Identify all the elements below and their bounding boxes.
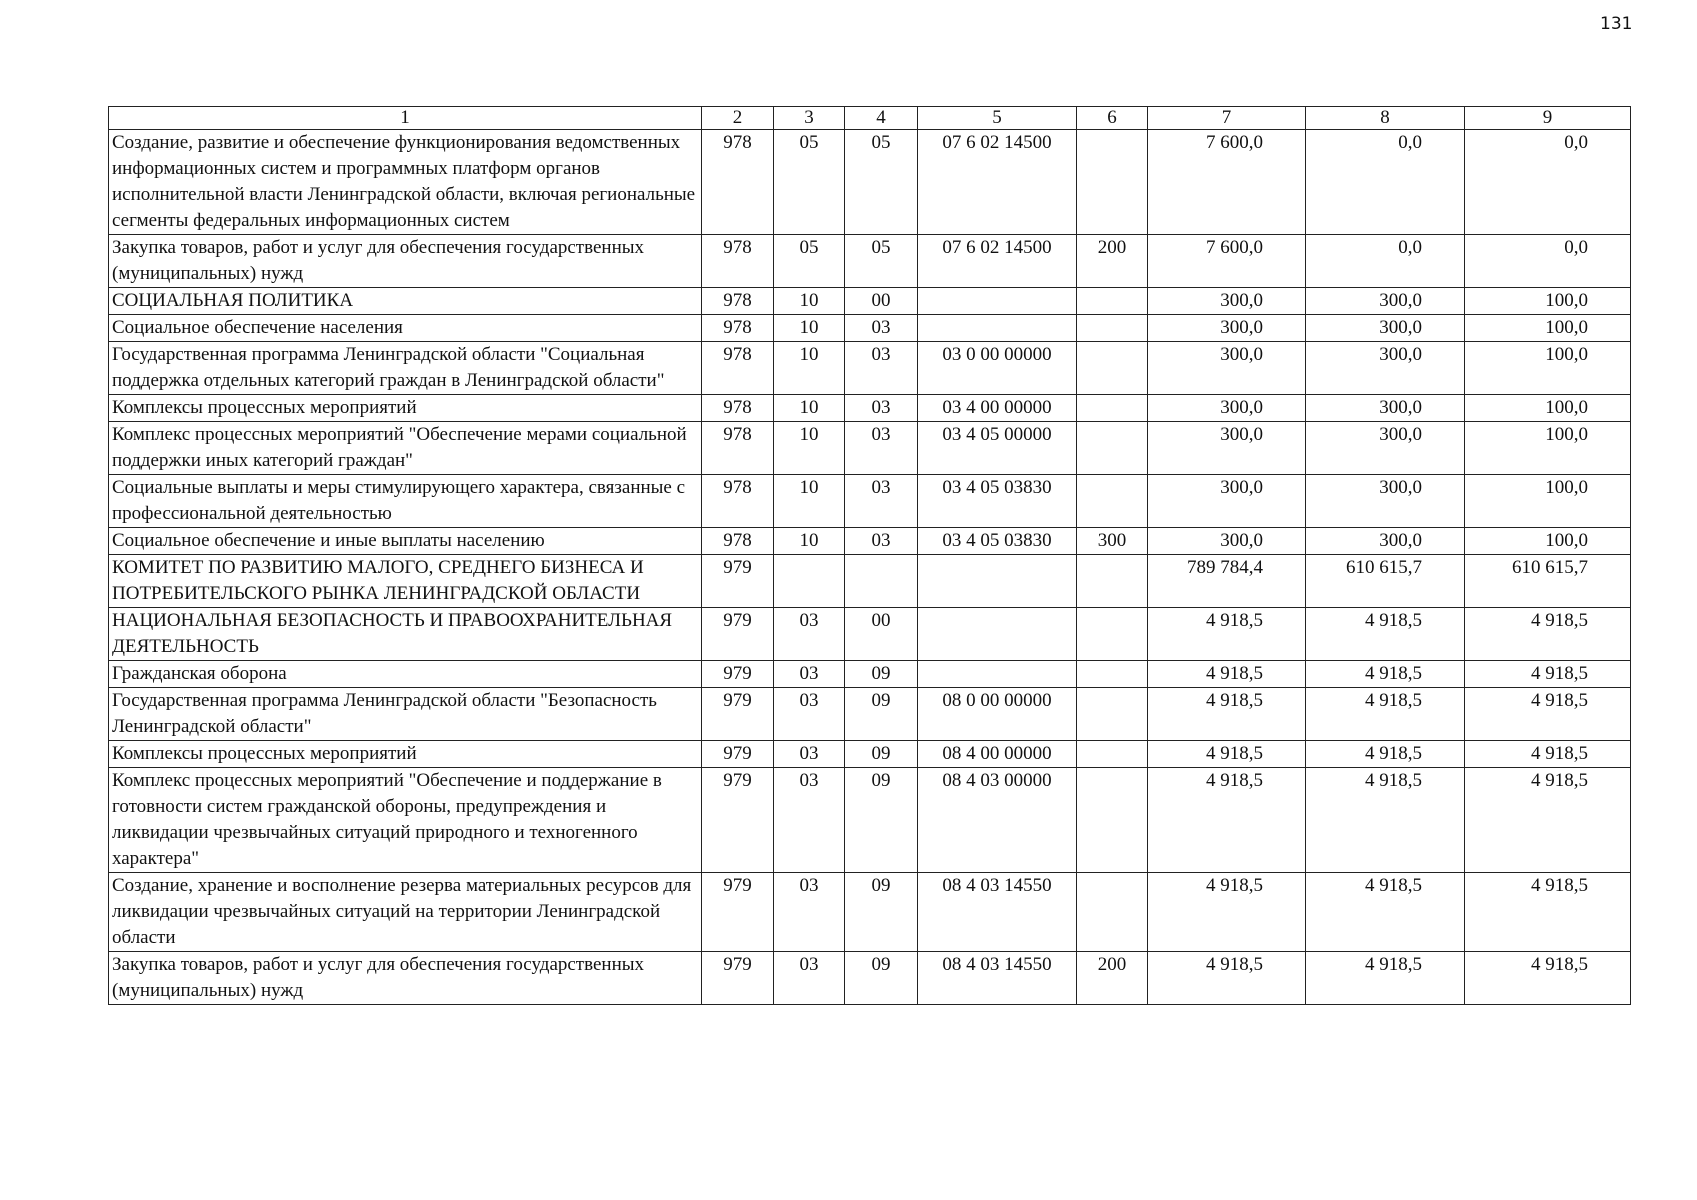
column-8-cell: 300,0 xyxy=(1306,475,1465,528)
column-header: 6 xyxy=(1077,107,1148,130)
column-6-cell xyxy=(1077,342,1148,395)
column-9-cell: 100,0 xyxy=(1465,422,1631,475)
column-header: 9 xyxy=(1465,107,1631,130)
column-7-cell: 4 918,5 xyxy=(1148,688,1306,741)
column-3-cell: 03 xyxy=(774,873,845,952)
column-7-cell: 4 918,5 xyxy=(1148,661,1306,688)
column-8-cell: 300,0 xyxy=(1306,315,1465,342)
column-9-cell: 4 918,5 xyxy=(1465,741,1631,768)
column-2-cell: 978 xyxy=(702,315,774,342)
column-4-cell: 03 xyxy=(845,395,918,422)
column-9-cell: 4 918,5 xyxy=(1465,608,1631,661)
table-row xyxy=(109,288,1631,315)
column-6-cell xyxy=(1077,130,1148,235)
column-7-cell: 300,0 xyxy=(1148,315,1306,342)
table-row xyxy=(109,608,1631,661)
column-9-cell: 610 615,7 xyxy=(1465,555,1631,608)
column-5-cell: 08 0 00 00000 xyxy=(918,688,1077,741)
column-7-cell: 4 918,5 xyxy=(1148,768,1306,873)
column-7-cell: 4 918,5 xyxy=(1148,741,1306,768)
column-2-cell: 979 xyxy=(702,661,774,688)
column-8-cell: 4 918,5 xyxy=(1306,873,1465,952)
table-row xyxy=(109,873,1631,952)
column-header: 5 xyxy=(918,107,1077,130)
column-5-cell: 08 4 03 14550 xyxy=(918,952,1077,1005)
column-9-cell: 100,0 xyxy=(1465,288,1631,315)
table-row xyxy=(109,768,1631,873)
column-3-cell: 10 xyxy=(774,528,845,555)
column-7-cell: 300,0 xyxy=(1148,422,1306,475)
column-8-cell: 0,0 xyxy=(1306,130,1465,235)
column-6-cell: 300 xyxy=(1077,528,1148,555)
item-name-cell: Комплекс процессных мероприятий "Обеспечение мерами социальной поддержки иных категорий граждан" xyxy=(109,422,702,475)
header-row xyxy=(109,107,1631,130)
column-6-cell xyxy=(1077,688,1148,741)
column-6-cell xyxy=(1077,555,1148,608)
table-row xyxy=(109,741,1631,768)
column-4-cell: 09 xyxy=(845,741,918,768)
column-9-cell: 4 918,5 xyxy=(1465,768,1631,873)
item-name-cell: Гражданская оборона xyxy=(109,661,702,688)
column-header: 7 xyxy=(1148,107,1306,130)
item-name-cell: Закупка товаров, работ и услуг для обеспечения государственных (муниципальных) нужд xyxy=(109,952,702,1005)
column-2-cell: 978 xyxy=(702,422,774,475)
column-6-cell xyxy=(1077,288,1148,315)
column-2-cell: 979 xyxy=(702,952,774,1005)
column-2-cell: 979 xyxy=(702,873,774,952)
column-9-cell: 100,0 xyxy=(1465,528,1631,555)
item-name-cell: НАЦИОНАЛЬНАЯ БЕЗОПАСНОСТЬ И ПРАВООХРАНИТЕЛЬНАЯ ДЕЯТЕЛЬНОСТЬ xyxy=(109,608,702,661)
column-4-cell: 09 xyxy=(845,661,918,688)
table-row xyxy=(109,130,1631,235)
column-4-cell: 09 xyxy=(845,952,918,1005)
column-3-cell: 10 xyxy=(774,395,845,422)
column-2-cell: 978 xyxy=(702,130,774,235)
table-row xyxy=(109,395,1631,422)
column-header: 4 xyxy=(845,107,918,130)
column-8-cell: 300,0 xyxy=(1306,342,1465,395)
column-8-cell: 4 918,5 xyxy=(1306,741,1465,768)
column-6-cell xyxy=(1077,315,1148,342)
column-2-cell: 978 xyxy=(702,288,774,315)
column-3-cell: 03 xyxy=(774,741,845,768)
column-7-cell: 4 918,5 xyxy=(1148,952,1306,1005)
table-row xyxy=(109,342,1631,395)
column-3-cell: 10 xyxy=(774,288,845,315)
column-3-cell: 10 xyxy=(774,475,845,528)
column-4-cell: 05 xyxy=(845,130,918,235)
item-name-cell: Социальные выплаты и меры стимулирующего характера, связанные с профессиональной деятельностью xyxy=(109,475,702,528)
item-name-cell: Закупка товаров, работ и услуг для обеспечения государственных (муниципальных) нужд xyxy=(109,235,702,288)
table-row xyxy=(109,475,1631,528)
item-name-cell: Социальное обеспечение и иные выплаты населению xyxy=(109,528,702,555)
item-name-cell: КОМИТЕТ ПО РАЗВИТИЮ МАЛОГО, СРЕДНЕГО БИЗНЕСА И ПОТРЕБИТЕЛЬСКОГО РЫНКА ЛЕНИНГРАДСКОЙ ОБЛАСТИ xyxy=(109,555,702,608)
column-5-cell: 08 4 03 14550 xyxy=(918,873,1077,952)
column-8-cell: 300,0 xyxy=(1306,528,1465,555)
column-6-cell xyxy=(1077,661,1148,688)
column-5-cell xyxy=(918,661,1077,688)
item-name-cell: Государственная программа Ленинградской области "Социальная поддержка отдельных категорий граждан в Ленинградской области" xyxy=(109,342,702,395)
column-3-cell: 03 xyxy=(774,952,845,1005)
column-4-cell: 05 xyxy=(845,235,918,288)
column-5-cell: 03 0 00 00000 xyxy=(918,342,1077,395)
column-7-cell: 300,0 xyxy=(1148,528,1306,555)
column-8-cell: 4 918,5 xyxy=(1306,688,1465,741)
column-8-cell: 4 918,5 xyxy=(1306,952,1465,1005)
column-5-cell: 03 4 05 03830 xyxy=(918,528,1077,555)
item-name-cell: Государственная программа Ленинградской области "Безопасность Ленинградской области" xyxy=(109,688,702,741)
column-8-cell: 300,0 xyxy=(1306,288,1465,315)
item-name-cell: Социальное обеспечение населения xyxy=(109,315,702,342)
column-7-cell: 7 600,0 xyxy=(1148,130,1306,235)
column-6-cell: 200 xyxy=(1077,235,1148,288)
column-9-cell: 4 918,5 xyxy=(1465,873,1631,952)
column-9-cell: 100,0 xyxy=(1465,395,1631,422)
column-6-cell xyxy=(1077,395,1148,422)
column-3-cell: 05 xyxy=(774,235,845,288)
column-4-cell: 03 xyxy=(845,342,918,395)
column-9-cell: 100,0 xyxy=(1465,315,1631,342)
column-5-cell: 07 6 02 14500 xyxy=(918,130,1077,235)
column-5-cell: 03 4 05 03830 xyxy=(918,475,1077,528)
budget-table xyxy=(108,106,1631,1005)
column-2-cell: 979 xyxy=(702,768,774,873)
table-row xyxy=(109,661,1631,688)
item-name-cell: Комплексы процессных мероприятий xyxy=(109,395,702,422)
column-4-cell: 00 xyxy=(845,608,918,661)
column-header: 1 xyxy=(109,107,702,130)
column-2-cell: 979 xyxy=(702,608,774,661)
column-6-cell xyxy=(1077,741,1148,768)
table-row xyxy=(109,315,1631,342)
column-5-cell: 08 4 03 00000 xyxy=(918,768,1077,873)
column-5-cell xyxy=(918,555,1077,608)
column-6-cell: 200 xyxy=(1077,952,1148,1005)
column-9-cell: 4 918,5 xyxy=(1465,661,1631,688)
column-7-cell: 4 918,5 xyxy=(1148,873,1306,952)
column-9-cell: 4 918,5 xyxy=(1465,952,1631,1005)
column-2-cell: 978 xyxy=(702,395,774,422)
column-4-cell: 00 xyxy=(845,288,918,315)
column-2-cell: 978 xyxy=(702,475,774,528)
column-7-cell: 4 918,5 xyxy=(1148,608,1306,661)
table-row xyxy=(109,235,1631,288)
column-6-cell xyxy=(1077,608,1148,661)
column-9-cell: 4 918,5 xyxy=(1465,688,1631,741)
column-4-cell xyxy=(845,555,918,608)
column-8-cell: 4 918,5 xyxy=(1306,608,1465,661)
column-3-cell xyxy=(774,555,845,608)
column-5-cell: 08 4 00 00000 xyxy=(918,741,1077,768)
column-2-cell: 978 xyxy=(702,528,774,555)
column-header: 2 xyxy=(702,107,774,130)
column-6-cell xyxy=(1077,768,1148,873)
item-name-cell: Комплексы процессных мероприятий xyxy=(109,741,702,768)
column-6-cell xyxy=(1077,422,1148,475)
column-4-cell: 03 xyxy=(845,422,918,475)
item-name-cell: СОЦИАЛЬНАЯ ПОЛИТИКА xyxy=(109,288,702,315)
column-7-cell: 7 600,0 xyxy=(1148,235,1306,288)
item-name-cell: Комплекс процессных мероприятий "Обеспечение и поддержание в готовности систем гражданской обороны, предупреждения и ликвидации чрезвычайных ситуаций природного и техногенного характера" xyxy=(109,768,702,873)
column-3-cell: 03 xyxy=(774,768,845,873)
column-8-cell: 300,0 xyxy=(1306,422,1465,475)
column-4-cell: 09 xyxy=(845,768,918,873)
column-7-cell: 300,0 xyxy=(1148,475,1306,528)
column-4-cell: 03 xyxy=(845,315,918,342)
item-name-cell: Создание, хранение и восполнение резерва материальных ресурсов для ликвидации чрезвычайных ситуаций на территории Ленинградской области xyxy=(109,873,702,952)
column-3-cell: 10 xyxy=(774,315,845,342)
column-9-cell: 100,0 xyxy=(1465,342,1631,395)
table-row xyxy=(109,555,1631,608)
table-row xyxy=(109,422,1631,475)
column-9-cell: 0,0 xyxy=(1465,130,1631,235)
table-row xyxy=(109,952,1631,1005)
column-4-cell: 09 xyxy=(845,688,918,741)
column-2-cell: 978 xyxy=(702,235,774,288)
column-5-cell: 03 4 05 00000 xyxy=(918,422,1077,475)
column-5-cell xyxy=(918,288,1077,315)
column-2-cell: 979 xyxy=(702,741,774,768)
column-5-cell: 07 6 02 14500 xyxy=(918,235,1077,288)
column-4-cell: 03 xyxy=(845,475,918,528)
column-5-cell xyxy=(918,608,1077,661)
column-2-cell: 978 xyxy=(702,342,774,395)
column-header: 8 xyxy=(1306,107,1465,130)
table-row xyxy=(109,528,1631,555)
column-3-cell: 03 xyxy=(774,688,845,741)
column-7-cell: 300,0 xyxy=(1148,395,1306,422)
column-3-cell: 03 xyxy=(774,608,845,661)
table-body xyxy=(109,130,1631,1005)
column-9-cell: 100,0 xyxy=(1465,475,1631,528)
column-3-cell: 10 xyxy=(774,422,845,475)
column-4-cell: 03 xyxy=(845,528,918,555)
column-7-cell: 300,0 xyxy=(1148,288,1306,315)
column-3-cell: 10 xyxy=(774,342,845,395)
page-number: 131 xyxy=(1600,14,1633,34)
column-8-cell: 0,0 xyxy=(1306,235,1465,288)
column-8-cell: 610 615,7 xyxy=(1306,555,1465,608)
column-8-cell: 300,0 xyxy=(1306,395,1465,422)
column-header: 3 xyxy=(774,107,845,130)
column-8-cell: 4 918,5 xyxy=(1306,661,1465,688)
column-5-cell: 03 4 00 00000 xyxy=(918,395,1077,422)
column-5-cell xyxy=(918,315,1077,342)
column-3-cell: 05 xyxy=(774,130,845,235)
column-7-cell: 300,0 xyxy=(1148,342,1306,395)
column-3-cell: 03 xyxy=(774,661,845,688)
column-9-cell: 0,0 xyxy=(1465,235,1631,288)
column-2-cell: 979 xyxy=(702,688,774,741)
column-6-cell xyxy=(1077,475,1148,528)
column-6-cell xyxy=(1077,873,1148,952)
item-name-cell: Создание, развитие и обеспечение функционирования ведомственных информационных систем и программных платформ органов исполнительной власти Ленинградской области, включая региональные сегменты федеральных информационных систем xyxy=(109,130,702,235)
column-7-cell: 789 784,4 xyxy=(1148,555,1306,608)
table-row xyxy=(109,688,1631,741)
column-4-cell: 09 xyxy=(845,873,918,952)
column-2-cell: 979 xyxy=(702,555,774,608)
column-8-cell: 4 918,5 xyxy=(1306,768,1465,873)
